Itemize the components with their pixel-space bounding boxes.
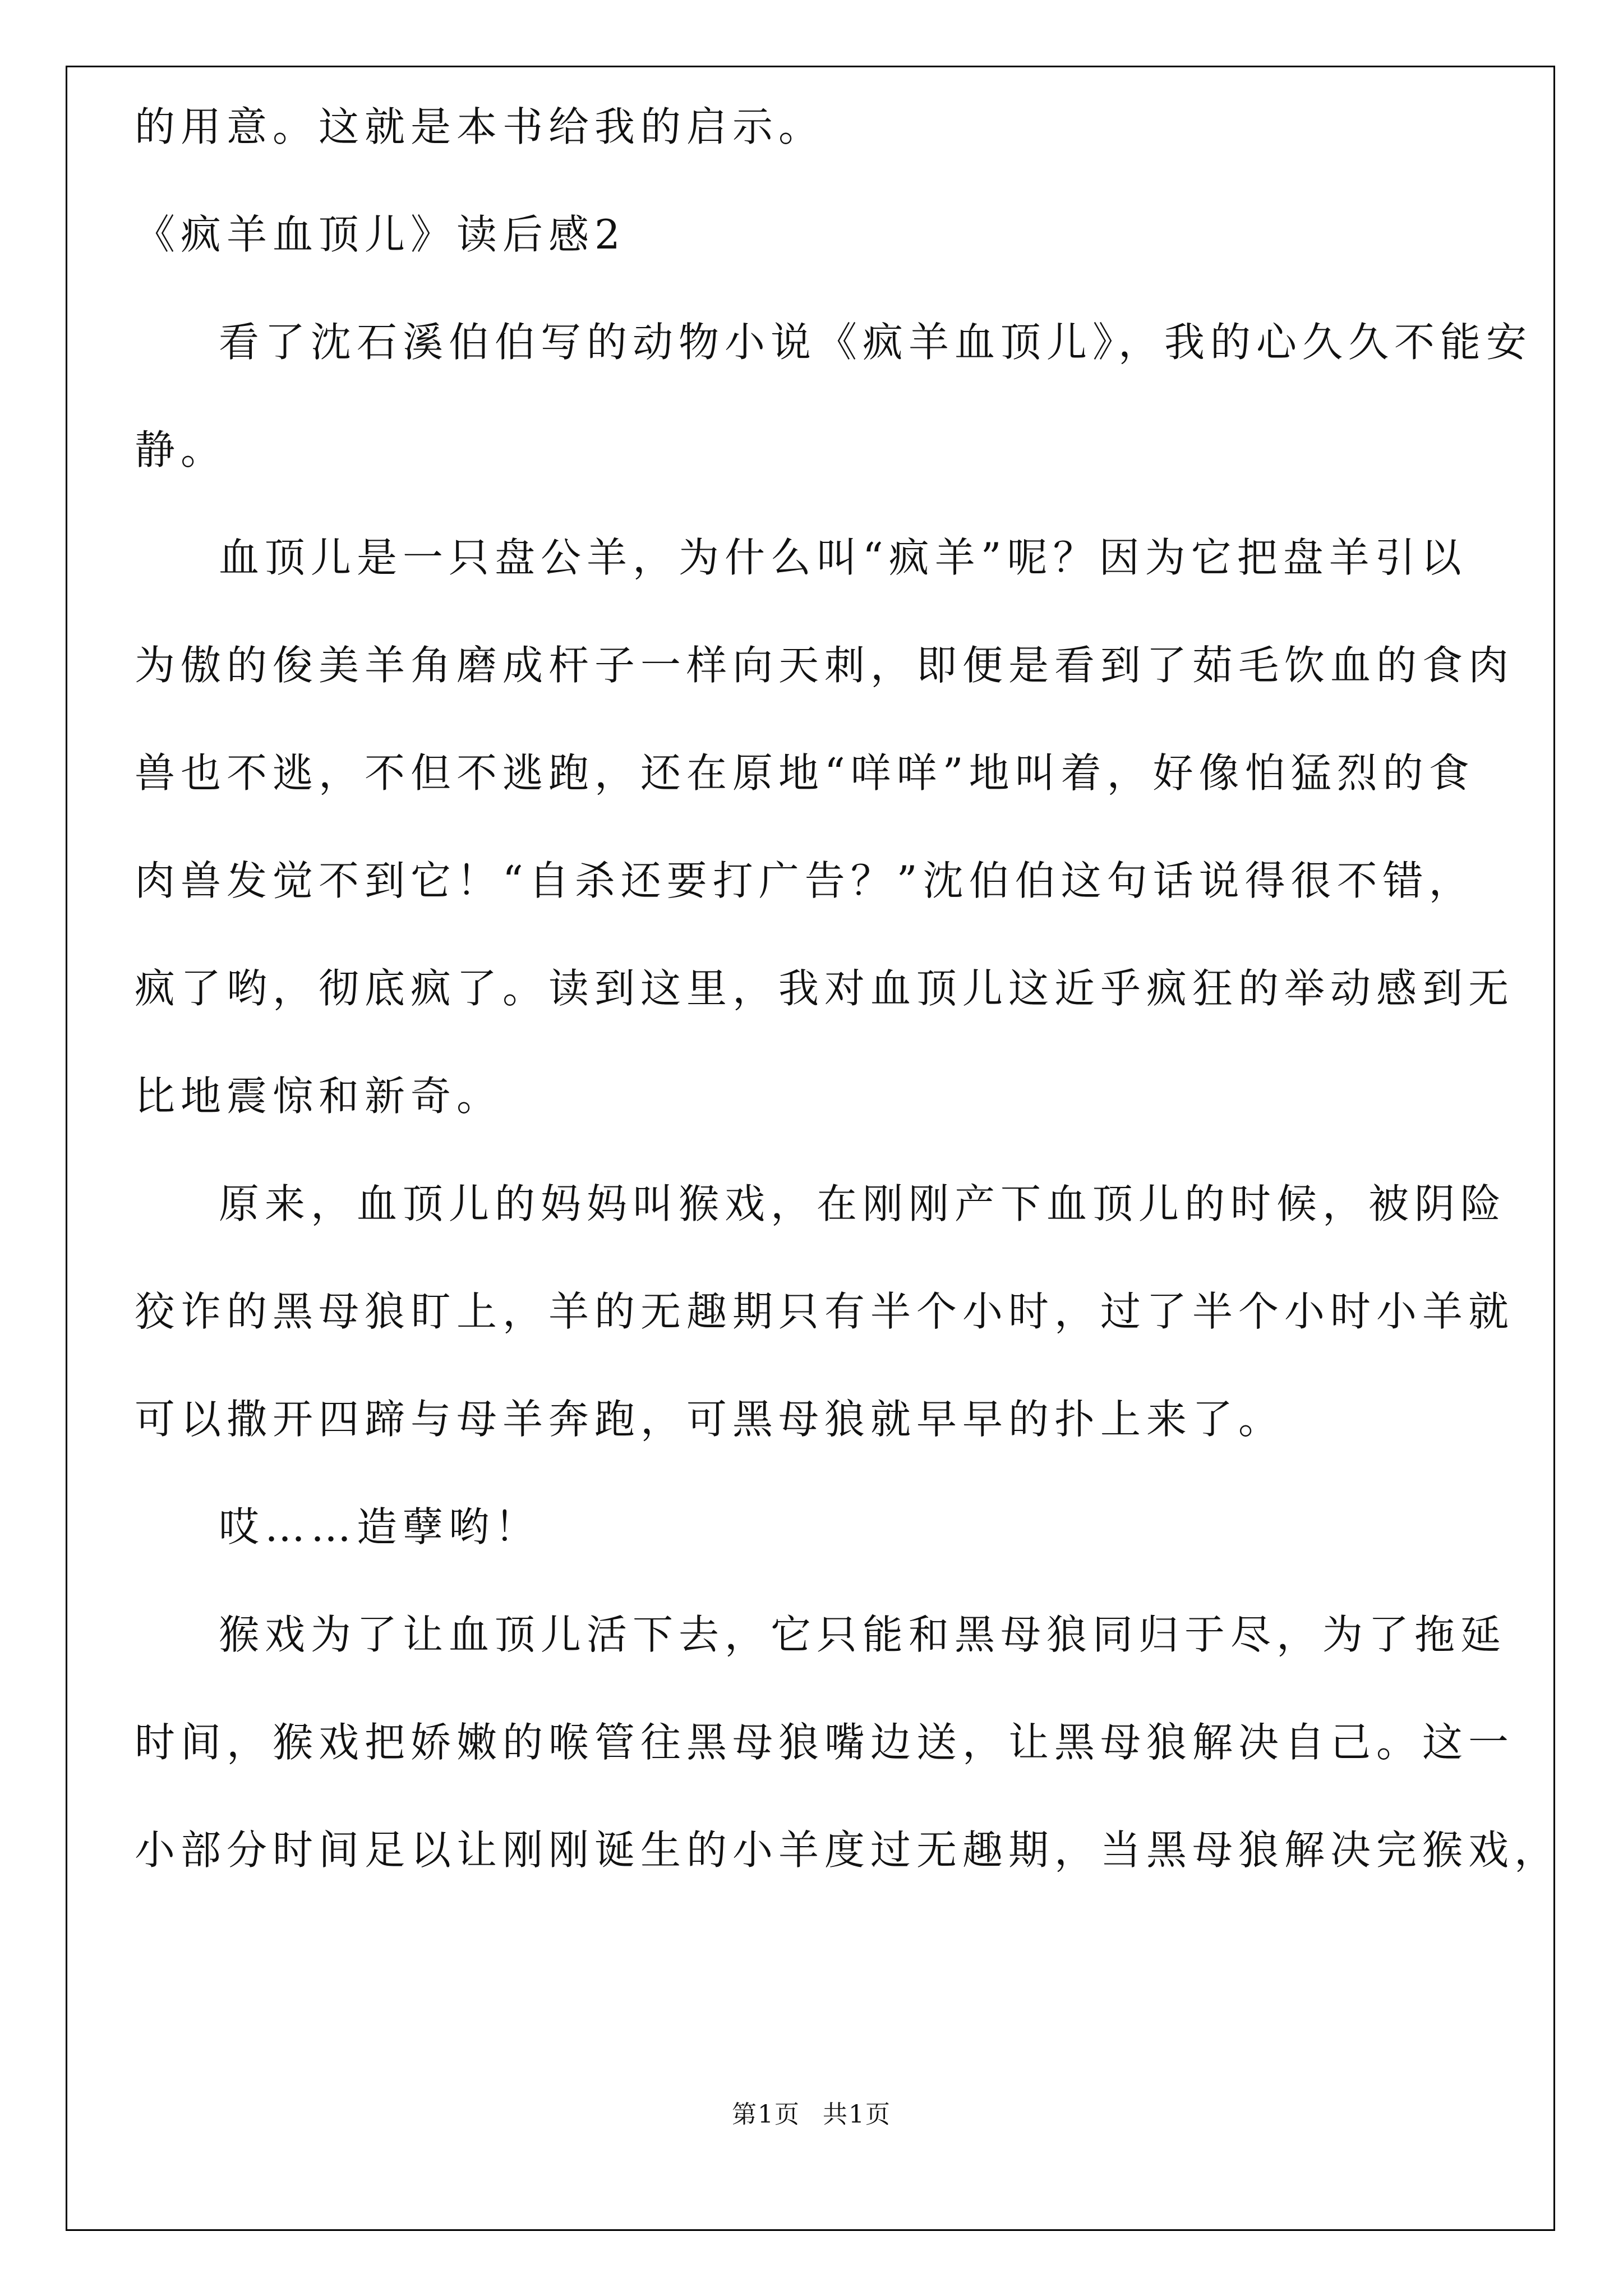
page-total: 共1页	[823, 2100, 891, 2129]
text-line: 原来，血顶儿的妈妈叫猴戏，在刚刚产下血顶儿的时候，被阴险	[219, 1180, 1507, 1227]
text-line: 看了沈石溪伯伯写的动物小说《疯羊血顶儿》，我的心久久不能安	[219, 319, 1533, 366]
text-line: 疯了哟，彻底疯了。读到这里，我对血顶儿这近乎疯狂的举动感到无	[135, 965, 1515, 1012]
text-line: 的用意。这就是本书给我的启示。	[135, 103, 825, 150]
text-line: 狡诈的黑母狼盯上，羊的无趣期只有半个小时，过了半个小时小羊就	[135, 1288, 1515, 1335]
page-number: 第1页	[732, 2100, 800, 2129]
text-line: 猴戏为了让血顶儿活下去，它只能和黑母狼同归于尽，为了拖延	[219, 1611, 1507, 1658]
text-line: 血顶儿是一只盘公羊，为什么叫“疯羊”呢？因为它把盘羊引以	[219, 534, 1467, 581]
section-title: 《疯羊血顶儿》读后感2	[135, 211, 626, 258]
text-line: 可以撒开四蹄与母羊奔跑，可黑母狼就早早的扑上来了。	[135, 1396, 1285, 1443]
text-line: 小部分时间足以让刚刚诞生的小羊度过无趣期，当黑母狼解决完猴戏，	[135, 1826, 1561, 1874]
page-footer	[0, 2098, 1623, 2132]
text-line: 比地震惊和新奇。	[135, 1073, 503, 1120]
text-line: 静。	[135, 426, 227, 473]
text-line: 兽也不逃，不但不逃跑，还在原地“咩咩”地叫着，好像怕猛烈的食	[135, 749, 1475, 797]
text-line: 哎……造孽哟！	[219, 1503, 541, 1550]
text-line: 时间，猴戏把娇嫩的喉管往黑母狼嘴边送，让黑母狼解决自己。这一	[135, 1719, 1515, 1766]
text-line: 肉兽发觉不到它！“自杀还要打广告？”沈伯伯这句话说得很不错，	[135, 857, 1475, 904]
text-line: 为傲的俊美羊角磨成杆子一样向天刺，即便是看到了茹毛饮血的食肉	[135, 642, 1515, 689]
document-body	[135, 73, 1561, 1904]
